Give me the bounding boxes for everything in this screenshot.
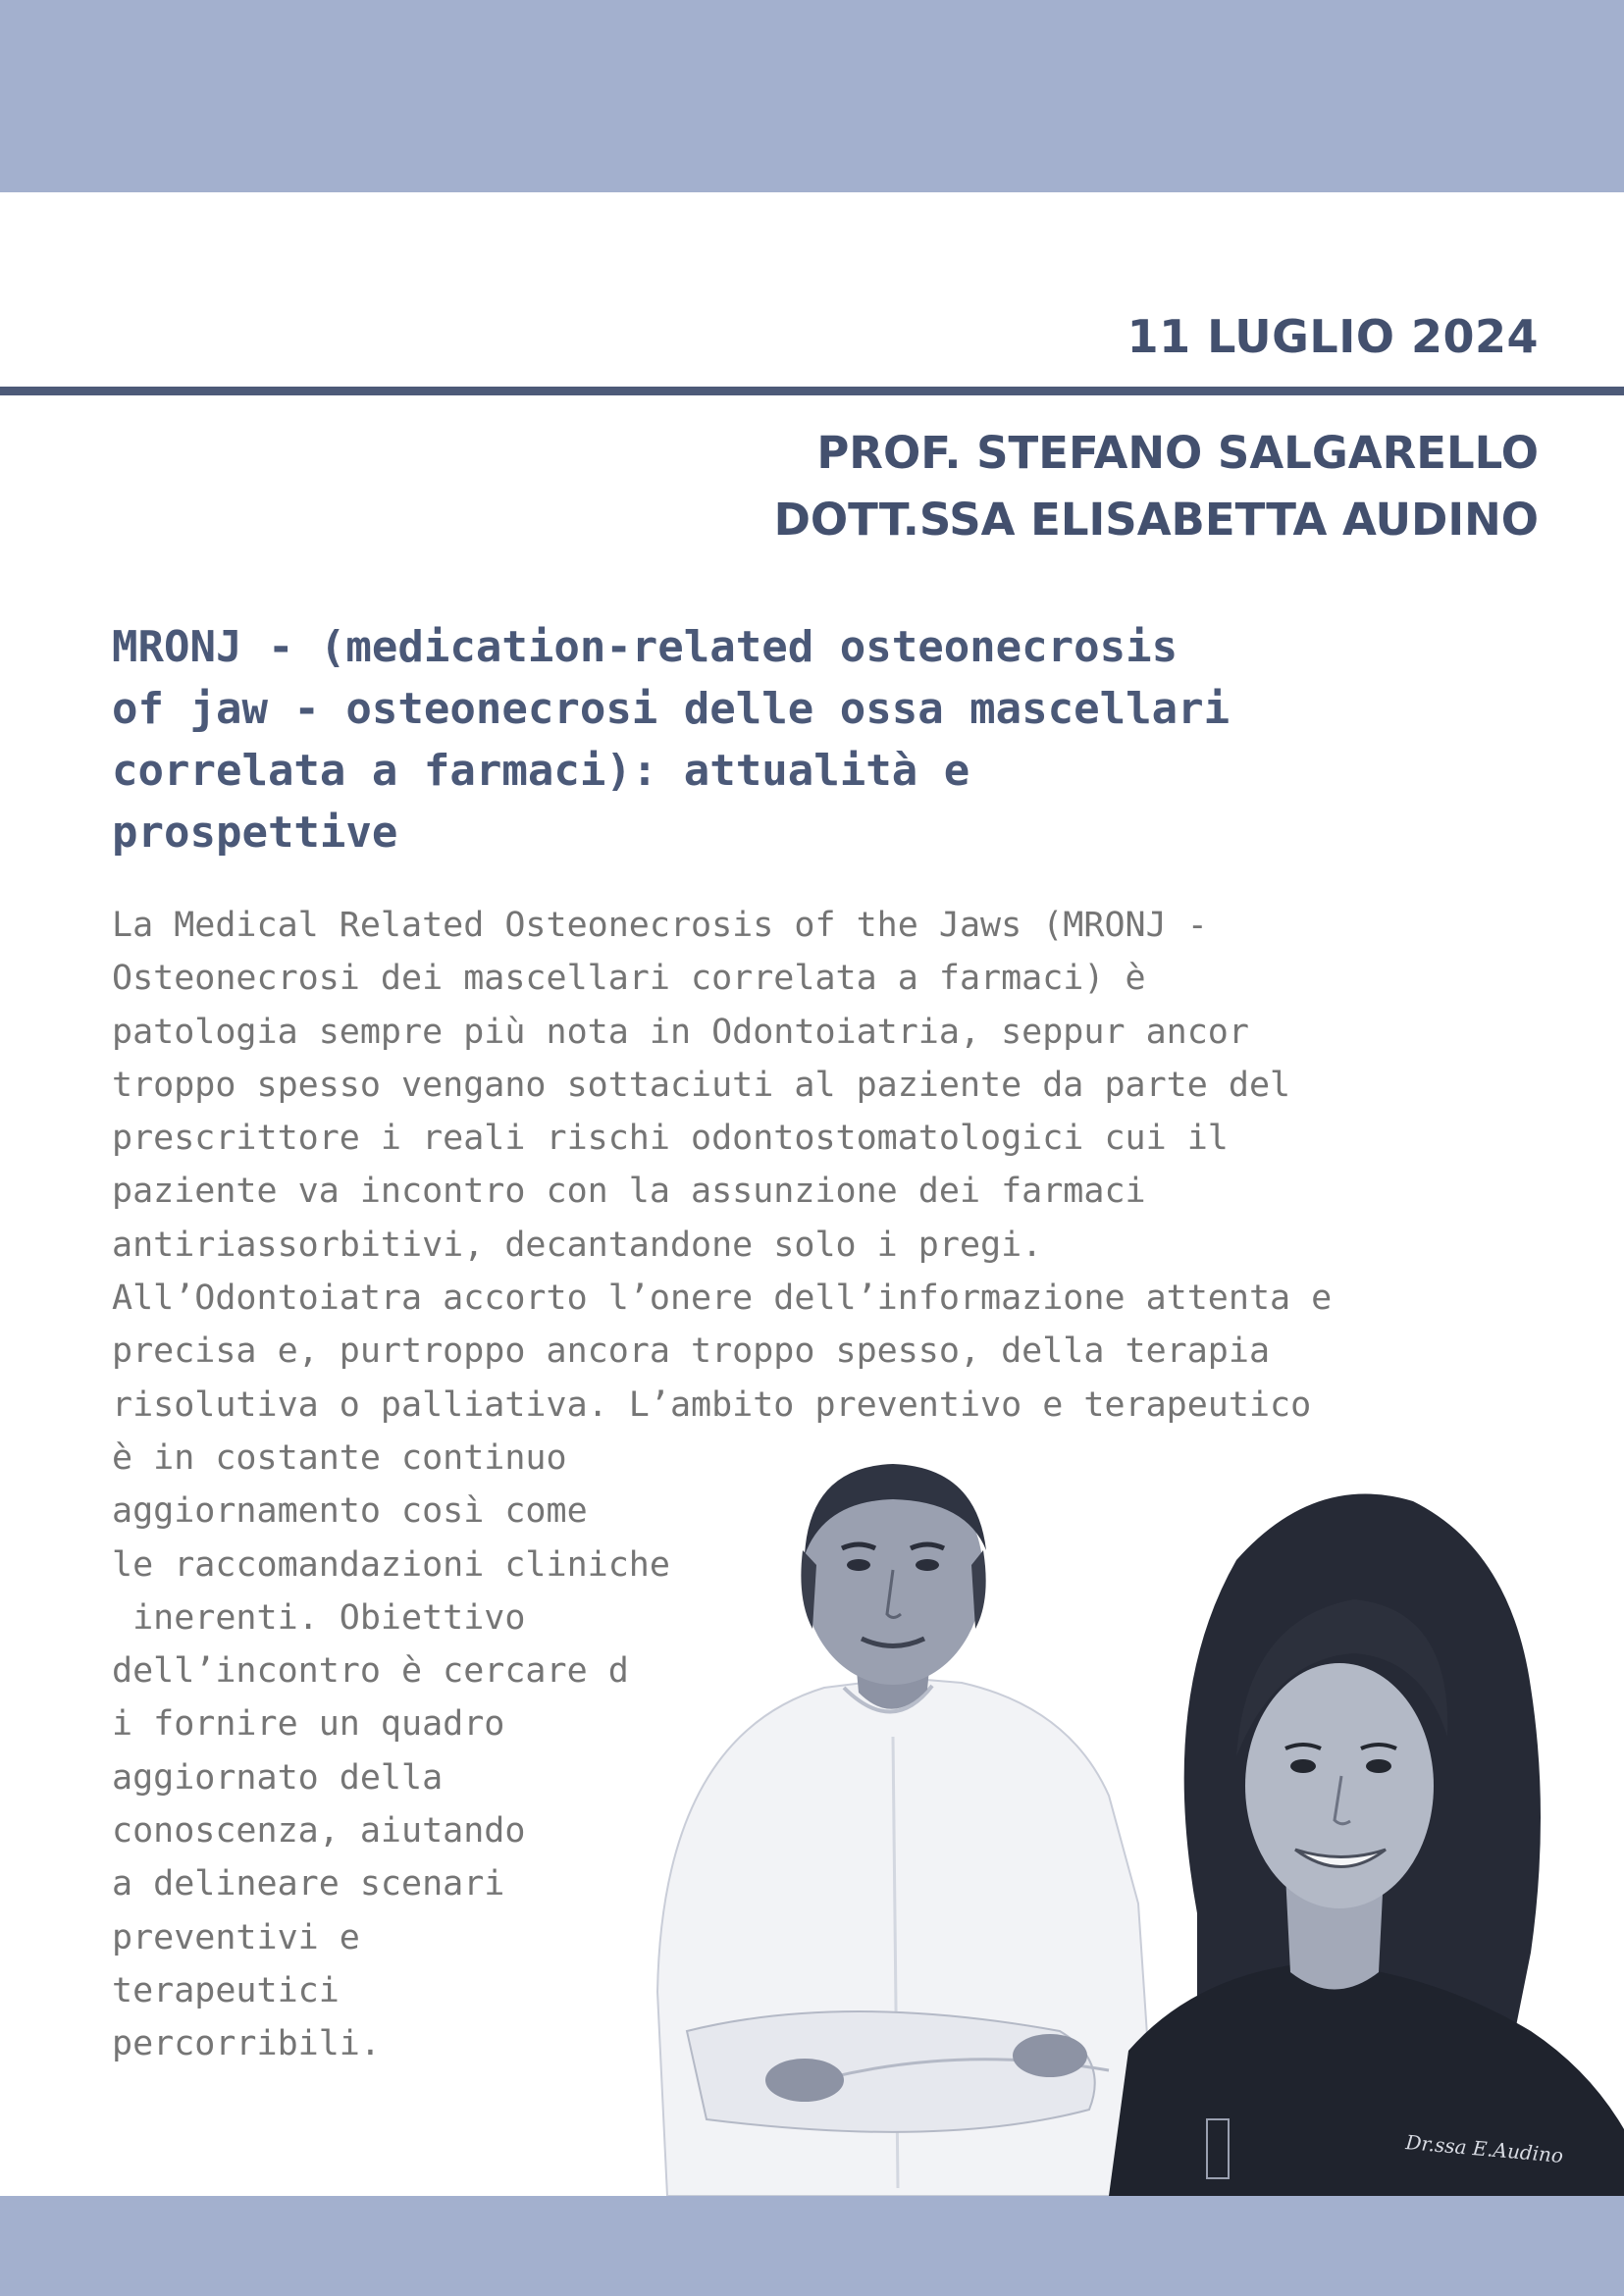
abstract-line: terapeutici [112,1970,340,2010]
abstract-line: conoscenza, aiutando [112,1811,526,1852]
photo-badge-text: Dr.ssa E.Audino [1404,2130,1565,2168]
abstract-line: a delineare scenari [112,1864,505,1905]
speaker-name: PROF. STEFANO SALGARELLO [816,427,1539,479]
top-band [0,0,1624,192]
divider-rule [0,387,1624,395]
speaker-photo-salgarello [657,1464,1158,2196]
speaker-photo-audino [1109,1494,1624,2197]
abstract-line: Osteonecrosi dei mascellari correlata a farmaci) è [112,959,1146,999]
abstract-line: La Medical Related Osteonecrosis of the Jaws (MRONJ - [112,906,1208,945]
abstract-line: aggiornamento così come [112,1491,588,1532]
abstract-line: inerenti. Obiettivo [112,1597,526,1638]
title-line: of jaw - osteonecrosi delle ossa mascellari [112,684,1231,734]
abstract-line: antiriassorbitivi, decantandone solo i pregi. [112,1225,1043,1265]
speaker-name: DOTT.SSA ELISABETTA AUDINO [773,494,1539,546]
abstract-line: percorribili. [112,2024,381,2064]
title-line: correlata a farmaci): attualità e [112,746,970,796]
abstract-line: precisa e, purtroppo ancora troppo spesso, della terapia [112,1331,1271,1372]
speakers-block [774,420,1539,553]
event-date: 11 LUGLIO 2024 [1126,310,1539,363]
abstract-line: risolutiva o palliativa. L’ambito preventivo e terapeutico [112,1384,1312,1425]
title-line: MRONJ - (medication-related osteonecrosis [112,622,1179,672]
abstract-line: le raccomandazioni cliniche [112,1544,670,1585]
abstract-line: troppo spesso vengano sottaciuti al paziente da parte del [112,1065,1291,1105]
speakers-photo [648,1442,1624,2196]
abstract-line: patologia sempre più nota in Odontoiatria, seppur ancor [112,1012,1249,1052]
abstract-line: All’Odontoiatra accorto l’onere dell’informazione attenta e [112,1278,1333,1319]
abstract-line: paziente va incontro con la assunzione dei farmaci [112,1172,1146,1212]
abstract-line: dell’incontro è cercare d [112,1651,629,1692]
abstract-line: è in costante continuo [112,1437,567,1478]
abstract-line: prescrittore i reali rischi odontostomatologici cui il [112,1119,1229,1159]
abstract-line: preventivi e [112,1917,360,1957]
title-line: prospettive [112,808,398,858]
abstract-line: i fornire un quadro [112,1704,505,1745]
talk-title [112,616,1545,863]
abstract-line: aggiornato della [112,1757,444,1798]
bottom-band [0,2196,1624,2296]
